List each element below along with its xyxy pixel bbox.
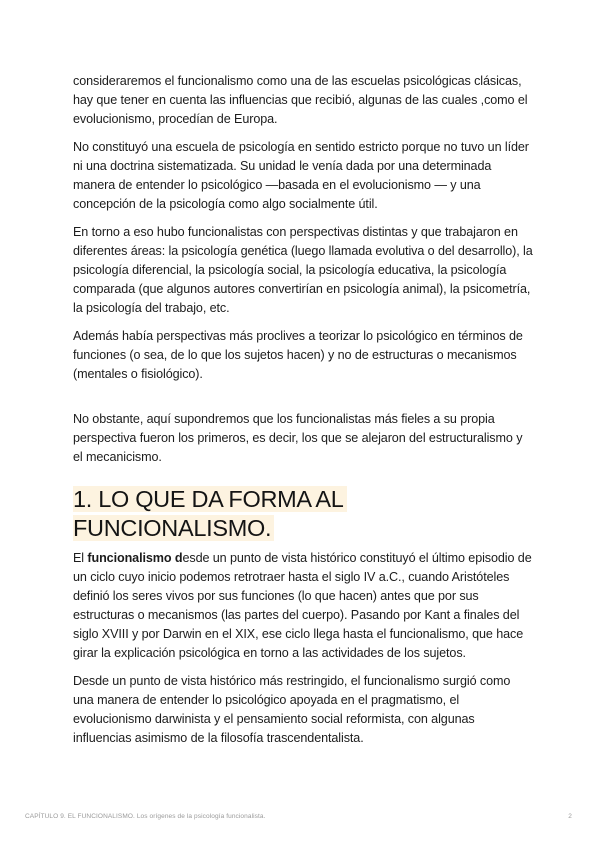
document-page <box>73 72 533 757</box>
paragraph-1: consideraremos el funcionalismo como una de las escuelas psicológicas clásicas, hay que tener en cuenta las influencias que recibió, algunas de las cuales ,como el evolucionismo, procedían de Europa. <box>73 74 528 126</box>
paragraph-6 <box>73 549 533 663</box>
paragraph-3: En torno a eso hubo funcionalistas con perspectivas distintas y que trabajaron en diferentes áreas: la psicología genética (luego llamada evolutiva o del desarrollo), la psicología diferencial, la psicología social, la psicología educativa, la psicología comparada (que algunos autores convertirían en psicología animal), la psicometría, la psicología del trabajo, etc. <box>73 225 533 315</box>
footer-page-number: 2 <box>568 813 572 820</box>
paragraph-7: Desde un punto de vista histórico más restringido, el funcionalismo surgió como una manera de entender lo psicológico apoyada en el pragmatismo, el evolucionismo darwinista y el pensamiento social reformista, con algunas influencias asimismo de la filosofía trascendentalista. <box>73 674 511 745</box>
footer-chapter-title: CAPÍTULO 9. EL FUNCIONALISMO. Los orígenes de la psicología funcionalista. <box>25 813 266 820</box>
paragraph-2: No constituyó una escuela de psicología en sentido estricto porque no tuvo un líder ni una doctrina sistematizada. Su unidad le venía dada por una determinada manera de entender lo psicológico —basada en el evolucionismo — y una concepción de la psicología como algo socialmente útil. <box>73 140 529 211</box>
page-footer <box>25 813 572 820</box>
paragraph-6-rest: esde un punto de vista histórico constituyó el último episodio de un ciclo cuyo inicio podemos retrotraer hasta el siglo IV a.C., cuando Aristóteles definió los seres vivos por sus funciones (lo que hacen) antes que por sus estructuras o mecanismos (las partes del cuerpo). Pasando por Kant a finales del siglo XVIII y por Darwin en el XIX, ese ciclo llega hasta el funcionalismo, que hace girar la explicación psicológica en torno a las actividades de los sujetos. <box>73 551 532 660</box>
paragraph-6-bold: funcionalismo d <box>87 551 183 565</box>
section-heading-text: 1. LO QUE DA FORMA AL FUNCIONALISMO. <box>73 486 347 541</box>
section-heading <box>73 485 533 543</box>
paragraph-6-prefix: El <box>73 551 88 565</box>
paragraph-5: No obstante, aquí supondremos que los funcionalistas más fieles a su propia perspectiva fueron los primeros, es decir, los que se alejaron del estructuralismo y el mecanicismo. <box>73 412 523 464</box>
paragraph-4: Además había perspectivas más proclives a teorizar lo psicológico en términos de funciones (o sea, de lo que los sujetos hacen) y no de estructuras o mecanismos (mentales o fisiológico). <box>73 329 523 381</box>
